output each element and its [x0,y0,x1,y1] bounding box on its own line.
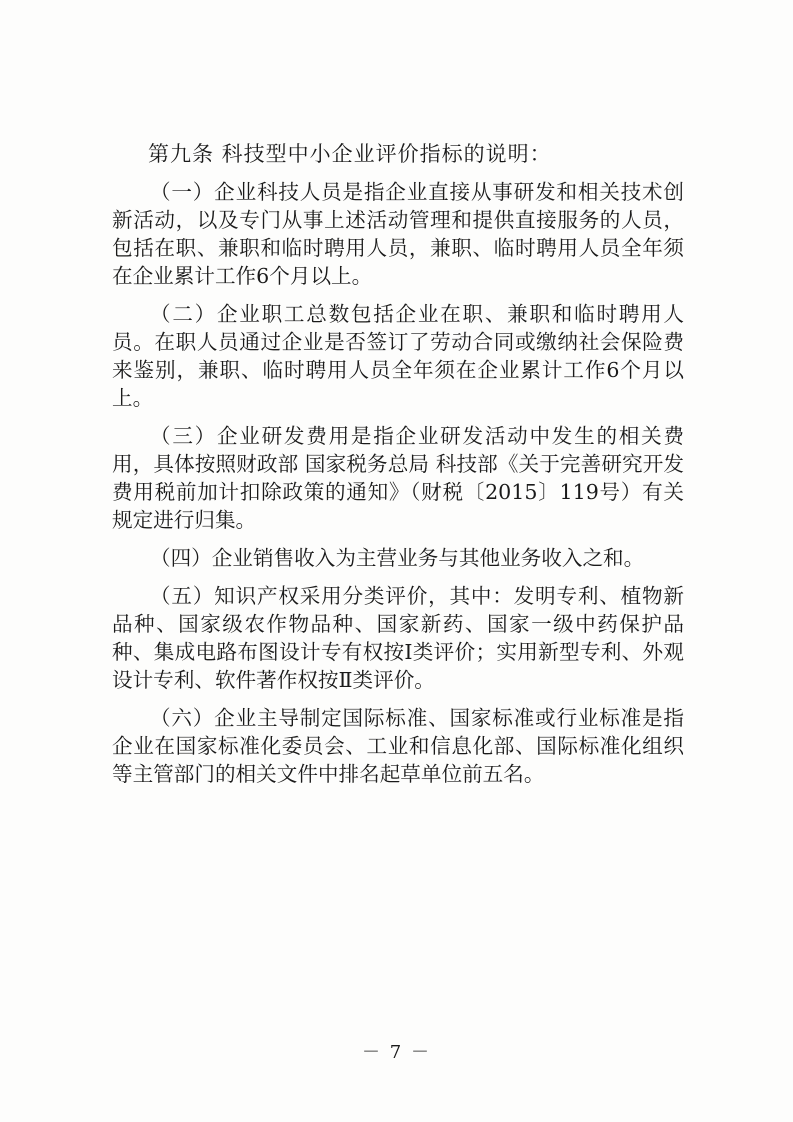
page-number: － 7 － [362,1042,431,1063]
paragraph-6: （六）企业主导制定国际标准、国家标准或行业标准是指企业在国家标准化委员会、工业和信息化部、国际标准化组织等主管部门的相关文件中排名起草单位前五名。 [112,706,684,786]
document-body [112,140,684,798]
paragraph-4: （四）企业销售收入为主营业务与其他业务收入之和。 [150,546,645,570]
paragraph-3: （三）企业研发费用是指企业研发活动中发生的相关费用，具体按照财政部 国家税务总局 科技部《关于完善研究开发费用税前加计扣除政策的通知》（财税〔2015〕119号）有关规定进行归集。 [112,424,684,532]
paragraph-1: （一）企业科技人员是指企业直接从事研发和相关技术创新活动，以及专门从事上述活动管理和提供直接服务的人员，包括在职、兼职和临时聘用人员，兼职、临时聘用人员全年须在企业累计工作6个月以上。 [112,180,684,288]
paragraph-2: （二）企业职工总数包括企业在职、兼职和临时聘用人员。在职人员通过企业是否签订了劳动合同或缴纳社会保险费来鉴别，兼职、临时聘用人员全年须在企业累计工作6个月以上。 [112,302,684,410]
paragraph-5: （五）知识产权采用分类评价，其中：发明专利、植物新品种、国家级农作物品种、国家新药、国家一级中药保护品种、集成电路布图设计专有权按Ⅰ类评价；实用新型专利、外观设计专利、软件著作权按Ⅱ类评价。 [112,584,684,692]
article-heading: 第九条 科技型中小企业评价指标的说明： [148,142,552,166]
